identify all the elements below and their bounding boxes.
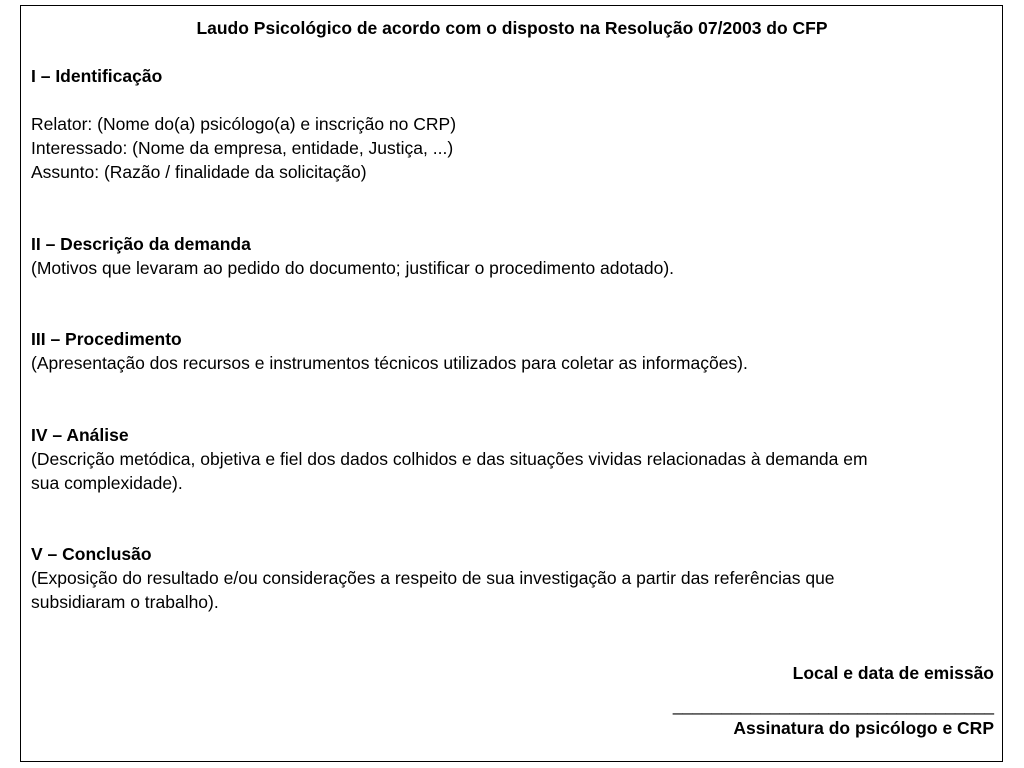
section-demanda-heading: II – Descrição da demanda bbox=[31, 234, 251, 254]
section-conclusao-text-line1: (Exposição do resultado e/ou considerações a respeito de sua investigação a partir das referências que bbox=[31, 568, 835, 588]
local-data-emissao: Local e data de emissão bbox=[792, 663, 994, 683]
section-procedimento-heading: III – Procedimento bbox=[31, 329, 182, 349]
section-conclusao-heading: V – Conclusão bbox=[31, 544, 152, 564]
assunto-line: Assunto: (Razão / finalidade da solicitação) bbox=[31, 162, 367, 182]
relator-line: Relator: (Nome do(a) psicólogo(a) e inscrição no CRP) bbox=[31, 114, 457, 134]
section-conclusao-text-line2: subsidiaram o trabalho). bbox=[31, 592, 219, 612]
section-identificacao-heading: I – Identificação bbox=[31, 66, 163, 86]
section-demanda-text: (Motivos que levaram ao pedido do documento; justificar o procedimento adotado). bbox=[31, 258, 675, 278]
assinatura-label: Assinatura do psicólogo e CRP bbox=[733, 718, 994, 738]
document-title: Laudo Psicológico de acordo com o disposto na Resolução 07/2003 do CFP bbox=[196, 18, 828, 38]
interessado-line: Interessado: (Nome da empresa, entidade, Justiça, ...) bbox=[31, 138, 454, 158]
section-analise-text-line2: sua complexidade). bbox=[31, 473, 183, 493]
section-procedimento-text: (Apresentação dos recursos e instrumentos técnicos utilizados para coletar as informações). bbox=[31, 353, 748, 373]
section-analise-heading: IV – Análise bbox=[31, 425, 129, 445]
section-analise-text-line1: (Descrição metódica, objetiva e fiel dos dados colhidos e das situações vividas relacionadas à demanda em bbox=[31, 449, 868, 469]
signature-line: _________________________________ bbox=[672, 695, 994, 715]
